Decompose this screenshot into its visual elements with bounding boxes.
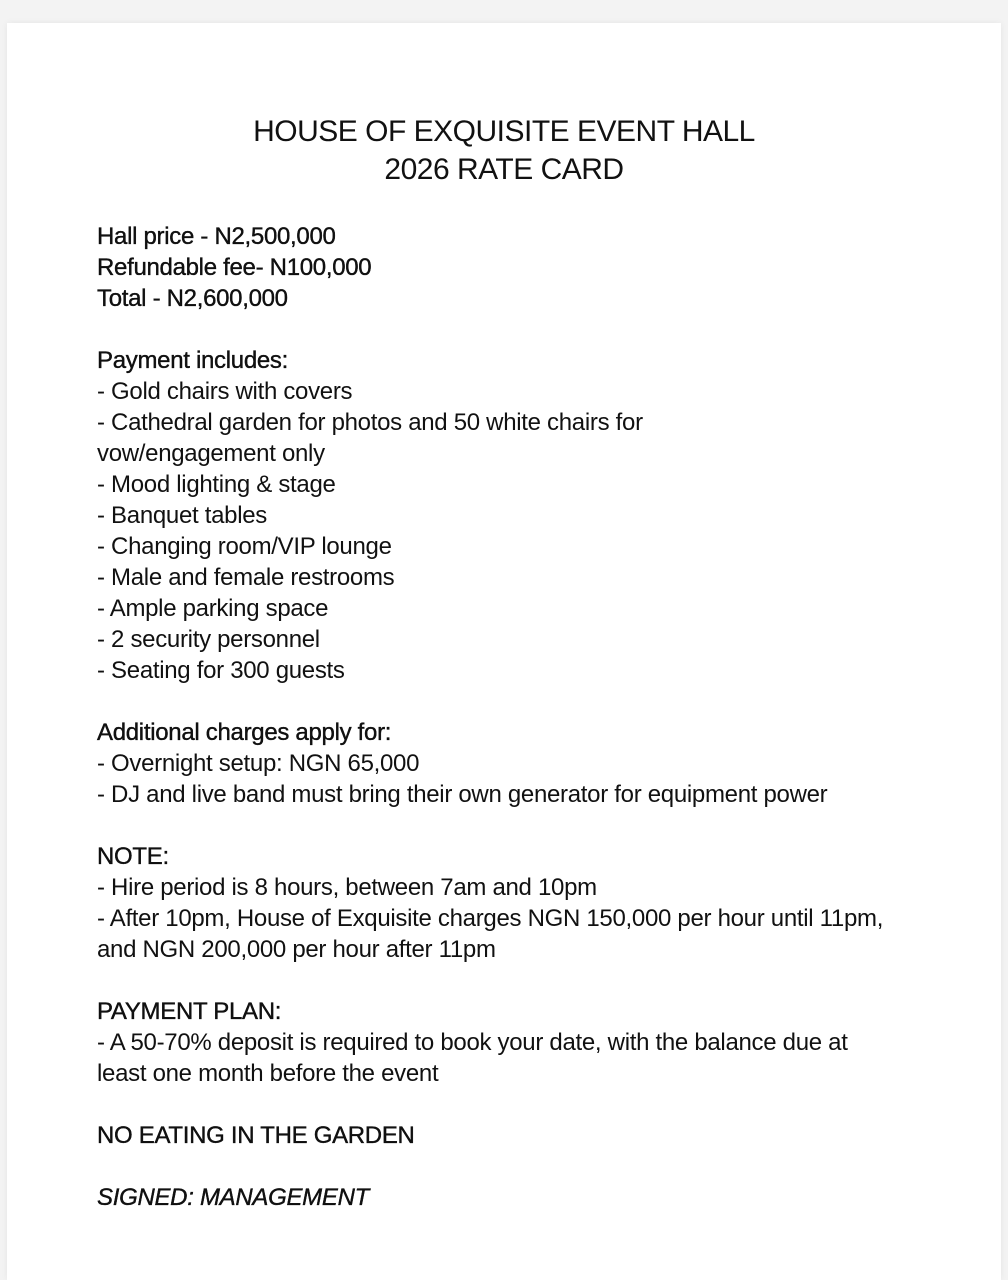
section-heading: Additional charges apply for: [97,719,392,746]
refundable-fee: Refundable fee- N100,000 [97,254,372,281]
list-item: - Seating for 300 guests [97,657,345,684]
payment-plan-section [97,996,937,1089]
list-item: - A 50-70% deposit is required to book your date, with the balance due at least one month before the event [97,1029,854,1087]
list-item: - After 10pm, House of Exquisite charges NGN 150,000 per hour until 11pm, and NGN 200,000 per hour after 11pm [97,905,890,963]
section-heading: PAYMENT PLAN: [97,998,282,1025]
list-item: - Hire period is 8 hours, between 7am and 10pm [97,874,597,901]
spacer [97,1089,937,1120]
document-title [7,113,1001,189]
list-item: - Overnight setup: NGN 65,000 [97,750,420,777]
spacer [97,686,937,717]
section-heading: Payment includes: [97,347,289,374]
list-item: - DJ and live band must bring their own generator for equipment power [97,781,828,808]
signature: SIGNED: MANAGEMENT [97,1184,369,1211]
list-item: - Ample parking space [97,595,329,622]
section-heading: NOTE: [97,843,169,870]
spacer [97,965,937,996]
pricing-section [97,221,937,314]
total-price: Total - N2,600,000 [97,285,288,312]
spacer [97,810,937,841]
list-item: - Changing room/VIP lounge [97,533,392,560]
title-line-venue: HOUSE OF EXQUISITE EVENT HALL [253,115,755,148]
hall-price: Hall price - N2,500,000 [97,223,336,250]
spacer [97,1151,937,1182]
list-item: - Male and female restrooms [97,564,395,591]
list-item: - Mood lighting & stage [97,471,336,498]
rate-card-document [97,113,937,1213]
title-line-rate-card: 2026 RATE CARD [384,153,624,186]
list-item: - Gold chairs with covers [97,378,353,405]
garden-rule: NO EATING IN THE GARDEN [97,1122,415,1149]
note-section [97,841,937,965]
spacer [97,314,937,345]
list-item: - Cathedral garden for photos and 50 white chairs for vow/engagement only [97,409,650,467]
additional-charges-section [97,717,937,810]
list-item: - 2 security personnel [97,626,320,653]
payment-includes-section [97,345,937,686]
document-page [7,23,1001,1280]
list-item: - Banquet tables [97,502,267,529]
